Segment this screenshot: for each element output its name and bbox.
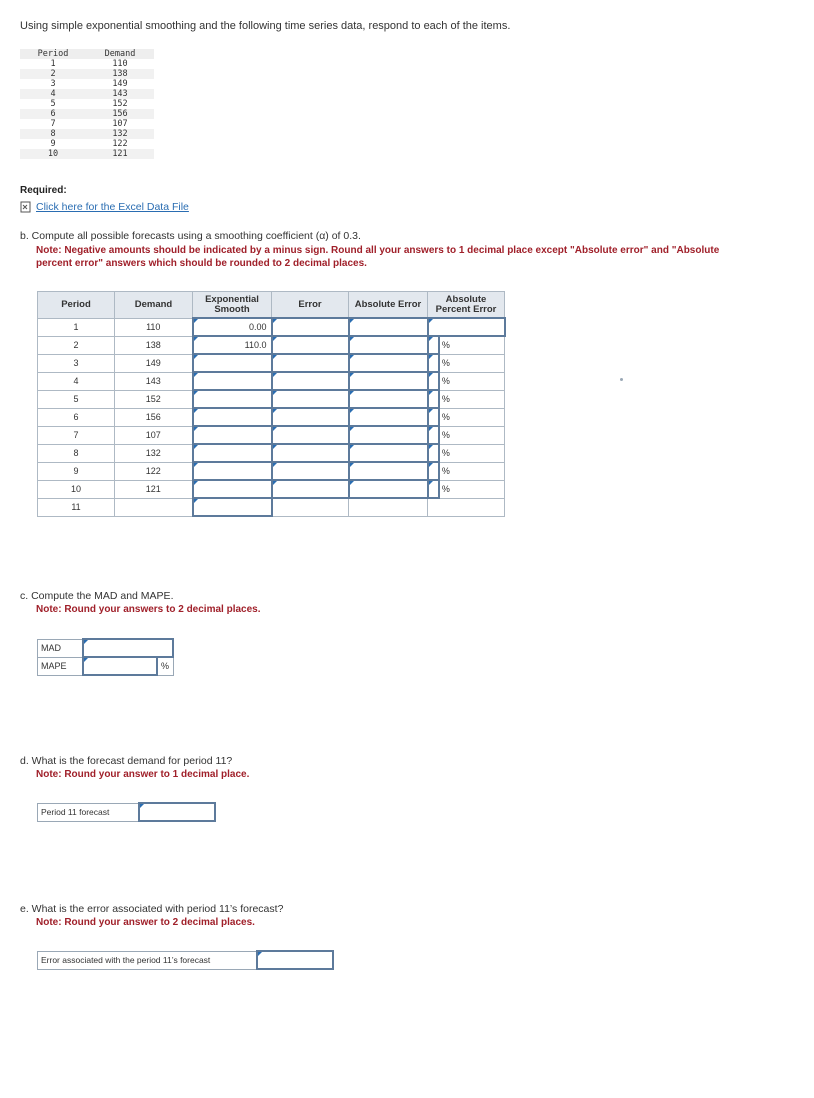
data-table-cell-period: 6 (20, 109, 86, 119)
period-cell: 10 (38, 480, 115, 498)
data-table-cell-demand: 138 (86, 69, 154, 79)
data-table-header-period: Period (20, 49, 86, 59)
intro-text: Using simple exponential smoothing and the following time series data, respond to each of the items. (20, 20, 511, 32)
absolute-error-input[interactable] (349, 336, 428, 354)
exponential-smooth-input[interactable] (193, 390, 272, 408)
data-table-cell-demand: 156 (86, 109, 154, 119)
error-input[interactable] (272, 462, 349, 480)
period-cell: 8 (38, 444, 115, 462)
data-table-row (20, 109, 154, 119)
exponential-smooth-input[interactable] (193, 426, 272, 444)
exponential-smooth-input[interactable] (193, 480, 272, 498)
error-input[interactable] (272, 336, 349, 354)
data-table-cell-period: 4 (20, 89, 86, 99)
absolute-percent-error-input[interactable] (428, 462, 439, 480)
data-table-cell-demand: 149 (112, 79, 128, 89)
absolute-percent-error-input[interactable] (428, 390, 439, 408)
demand-cell: 107 (115, 426, 193, 444)
error-input[interactable] (272, 372, 349, 390)
demand-cell: 122 (115, 462, 193, 480)
mape-input[interactable] (83, 657, 157, 675)
absolute-error-input[interactable] (349, 444, 428, 462)
period-11-table (37, 802, 216, 822)
period-cell: 4 (38, 372, 115, 390)
absolute-error-input[interactable] (349, 480, 428, 498)
percent-symbol: % (439, 390, 505, 408)
data-table-cell-demand: 143 (86, 89, 154, 99)
part-e-question: e. What is the error associated with period 11’s forecast? (20, 903, 284, 915)
exponential-smooth-input[interactable]: 0.00 (193, 318, 272, 336)
period-11-label: Period 11 forecast (38, 803, 140, 821)
forecast-row (38, 372, 505, 390)
exponential-smooth-input[interactable] (193, 462, 272, 480)
period-cell: 5 (38, 390, 115, 408)
absolute-percent-error-input[interactable] (428, 354, 439, 372)
exponential-smooth-input[interactable] (193, 372, 272, 390)
demand-cell: 143 (115, 372, 193, 390)
part-c-note: Note: Round your answers to 2 decimal places. (36, 604, 261, 615)
data-table-cell-demand: 152 (112, 99, 128, 109)
data-table-cell-demand: 132 (86, 129, 154, 139)
data-table-row (20, 139, 154, 149)
absolute-percent-error-input[interactable] (428, 318, 505, 336)
data-table-row (20, 79, 154, 89)
demand-cell: 156 (115, 408, 193, 426)
demand-cell: 152 (115, 390, 193, 408)
mad-mape-table (37, 638, 174, 676)
forecast-row (38, 426, 505, 444)
absolute-percent-error-input[interactable] (428, 408, 439, 426)
part-c-question: c. Compute the MAD and MAPE. (20, 590, 174, 602)
data-table-row (20, 69, 154, 79)
absolute-error-cell (349, 498, 428, 516)
absolute-percent-error-cell (428, 498, 505, 516)
data-table (20, 49, 154, 159)
error-input[interactable] (272, 390, 349, 408)
data-table-row (20, 99, 154, 109)
error-cell (272, 498, 349, 516)
period-11-error-table (37, 950, 334, 970)
error-input[interactable] (272, 408, 349, 426)
exponential-smooth-input[interactable]: 110.0 (193, 336, 272, 354)
data-table-cell-period: 2 (20, 69, 86, 79)
percent-symbol: % (439, 336, 505, 354)
data-table-cell-demand: 121 (86, 149, 154, 159)
forecast-row (38, 498, 505, 516)
absolute-error-input[interactable] (349, 426, 428, 444)
error-input[interactable] (272, 444, 349, 462)
period-cell: 7 (38, 426, 115, 444)
part-d-question: d. What is the forecast demand for period 11? (20, 755, 233, 767)
period-11-error-input[interactable] (257, 951, 333, 969)
forecast-row (38, 462, 505, 480)
data-table-row (20, 129, 154, 139)
absolute-error-input[interactable] (349, 372, 428, 390)
demand-cell: 138 (115, 336, 193, 354)
percent-symbol: % (439, 480, 505, 498)
forecast-row (38, 318, 505, 336)
stray-dot (620, 378, 623, 381)
percent-symbol: % (439, 354, 505, 372)
data-table-cell-period: 3 (50, 79, 56, 89)
absolute-percent-error-input[interactable] (428, 426, 439, 444)
demand-cell: 132 (115, 444, 193, 462)
data-table-cell-period: 7 (50, 119, 56, 129)
forecast-row (38, 480, 505, 498)
header-error: Error (272, 292, 349, 319)
header-demand: Demand (115, 292, 193, 319)
absolute-percent-error-input[interactable] (428, 444, 439, 462)
data-table-cell-demand: 122 (112, 139, 128, 149)
percent-symbol: % (439, 408, 505, 426)
percent-symbol: % (439, 444, 505, 462)
percent-symbol: % (439, 462, 505, 480)
exponential-smooth-input[interactable] (193, 444, 272, 462)
period-cell: 6 (38, 408, 115, 426)
period-cell: 9 (38, 462, 115, 480)
header-absolute-error: Absolute Error (349, 292, 428, 319)
required-label: Required: (20, 185, 67, 196)
mad-input[interactable] (83, 639, 173, 657)
absolute-error-input[interactable] (349, 354, 428, 372)
forecast-row (38, 408, 505, 426)
demand-cell: 121 (115, 480, 193, 498)
mape-label: MAPE (38, 657, 84, 675)
excel-link-label: Click here for the Excel Data File (36, 201, 189, 213)
data-table-cell-period: 5 (50, 99, 56, 109)
data-table-row (20, 59, 154, 69)
data-table-row (20, 149, 154, 159)
demand-cell: 149 (115, 354, 193, 372)
percent-symbol: % (439, 372, 505, 390)
period-cell: 2 (38, 336, 115, 354)
data-table-cell-period: 1 (50, 59, 56, 69)
exponential-smooth-input[interactable] (193, 408, 272, 426)
demand-cell: 110 (115, 318, 193, 336)
data-table-header-demand: Demand (86, 49, 154, 59)
data-table-row (20, 89, 154, 99)
mad-label: MAD (38, 639, 84, 657)
data-table-row (20, 119, 154, 129)
error-input[interactable] (272, 354, 349, 372)
error-input[interactable] (272, 318, 349, 336)
data-table-cell-demand: 110 (112, 59, 128, 69)
data-table-cell-period: 10 (20, 149, 86, 159)
part-b-question: b. Compute all possible forecasts using a smoothing coefficient (α) of 0.3. (20, 230, 361, 242)
forecast-table (37, 291, 506, 517)
absolute-percent-error-input[interactable] (428, 480, 439, 498)
period-cell: 11 (38, 498, 115, 516)
error-input[interactable] (272, 426, 349, 444)
data-table-cell-period: 9 (50, 139, 56, 149)
excel-file-icon (20, 201, 32, 213)
part-e-note: Note: Round your answer to 2 decimal places. (36, 917, 255, 928)
absolute-error-input[interactable] (349, 408, 428, 426)
period-11-input[interactable] (139, 803, 215, 821)
absolute-percent-error-input[interactable] (428, 336, 439, 354)
header-period: Period (38, 292, 115, 319)
header-absolute-percent-error: Absolute Percent Error (428, 292, 505, 319)
data-table-cell-demand: 107 (112, 119, 128, 129)
exponential-smooth-input[interactable] (193, 498, 272, 516)
forecast-row (38, 444, 505, 462)
period-11-error-label: Error associated with the period 11’s forecast (38, 951, 258, 969)
exponential-smooth-input[interactable] (193, 354, 272, 372)
period-cell: 1 (38, 318, 115, 336)
forecast-row (38, 336, 505, 354)
absolute-percent-error-input[interactable] (428, 372, 439, 390)
excel-data-link[interactable] (20, 201, 189, 213)
part-d-note: Note: Round your answer to 1 decimal place. (36, 769, 250, 780)
absolute-error-input[interactable] (349, 318, 428, 336)
data-table-cell-period: 8 (20, 129, 86, 139)
mape-percent: % (157, 657, 173, 675)
error-input[interactable] (272, 480, 349, 498)
part-b-note: Note: Negative amounts should be indicated by a minus sign. Round all your answers to 1 decimal place except "Absolute error" and "Absolute percent error" answers which should be rounded to 2 decimal places. (36, 245, 720, 269)
forecast-row (38, 390, 505, 408)
demand-cell (115, 498, 193, 516)
absolute-error-input[interactable] (349, 462, 428, 480)
absolute-error-input[interactable] (349, 390, 428, 408)
percent-symbol: % (439, 426, 505, 444)
period-cell: 3 (38, 354, 115, 372)
header-exponential-smooth: Exponential Smooth (193, 292, 272, 319)
forecast-row (38, 354, 505, 372)
